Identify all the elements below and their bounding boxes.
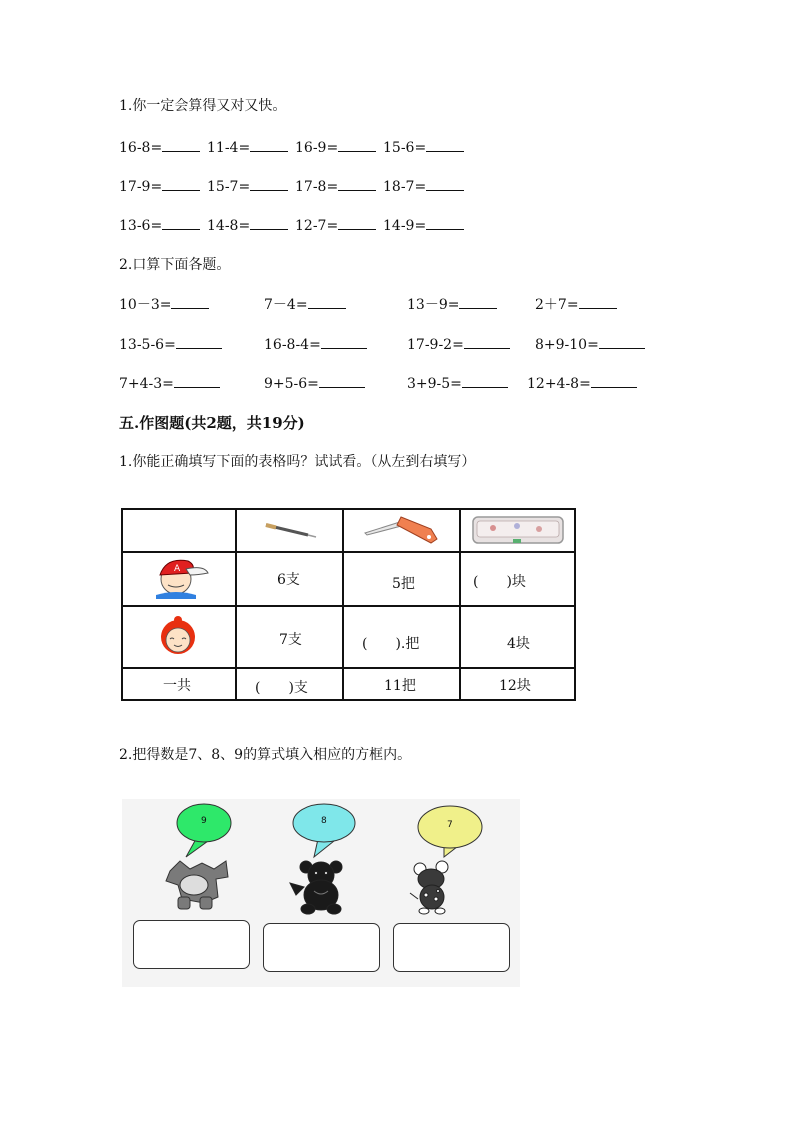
speech-bubble-9 bbox=[177, 804, 231, 857]
q1-item: 14-9= bbox=[383, 216, 464, 235]
q2-item: 16-8-4= bbox=[264, 335, 367, 354]
table-row bbox=[122, 552, 575, 606]
answer-blank[interactable] bbox=[176, 335, 222, 349]
answer-blank[interactable] bbox=[426, 177, 464, 191]
answer-blank[interactable] bbox=[171, 295, 209, 309]
table-cell[interactable]: ( )块 bbox=[460, 552, 575, 606]
table-cell: 7支 bbox=[236, 606, 343, 668]
bubble-number: 7 bbox=[447, 820, 453, 830]
table-cell: 11把 bbox=[343, 668, 460, 700]
girl-face-icon bbox=[154, 611, 204, 659]
answer-box-8[interactable] bbox=[263, 923, 380, 972]
q1-item: 13-6= bbox=[119, 216, 200, 235]
answer-box-7[interactable] bbox=[393, 923, 510, 972]
table-total-row bbox=[122, 668, 575, 700]
q1-item: 14-8= bbox=[207, 216, 288, 235]
q1-item: 16-8= bbox=[119, 138, 200, 157]
q2-title: 2.口算下面各题。 bbox=[119, 257, 231, 273]
q1-item: 15-6= bbox=[383, 138, 464, 157]
boy-with-cap-icon bbox=[146, 555, 212, 599]
answer-blank[interactable] bbox=[459, 295, 497, 309]
speech-bubble-7 bbox=[418, 806, 482, 857]
q2-item: 7+4-3= bbox=[119, 374, 220, 393]
answer-blank[interactable] bbox=[591, 374, 637, 388]
bubble-question-title: 2.把得数是7、8、9的算式填入相应的方框内。 bbox=[119, 747, 412, 763]
answer-blank[interactable] bbox=[462, 374, 508, 388]
boy-cap-cell bbox=[122, 552, 236, 606]
table-cell[interactable]: ( )支 bbox=[236, 668, 343, 700]
q2-item: 8+9-10= bbox=[535, 335, 645, 354]
answer-blank[interactable] bbox=[162, 177, 200, 191]
table-cell: 4块 bbox=[460, 606, 575, 668]
answer-blank[interactable] bbox=[250, 138, 288, 152]
q2-item: 9+5-6= bbox=[264, 374, 365, 393]
q1-item: 11-4= bbox=[207, 138, 288, 157]
eraser-box-image-cell bbox=[460, 509, 575, 552]
q1-item: 12-7= bbox=[295, 216, 376, 235]
answer-blank[interactable] bbox=[162, 138, 200, 152]
answer-blank[interactable] bbox=[308, 295, 346, 309]
table-header-row bbox=[122, 509, 575, 552]
table-cell: 12块 bbox=[460, 668, 575, 700]
q2-item: 10－3= bbox=[119, 295, 209, 314]
q2-item: 17-9-2= bbox=[407, 335, 510, 354]
pen-image-cell bbox=[236, 509, 343, 552]
answer-blank[interactable] bbox=[174, 374, 220, 388]
answer-blank[interactable] bbox=[319, 374, 365, 388]
answer-blank[interactable] bbox=[426, 138, 464, 152]
section-heading: 五.作图题(共2题，共19分) bbox=[119, 414, 305, 432]
q2-item: 13－9= bbox=[407, 295, 497, 314]
q2-item: 12+4-8= bbox=[527, 374, 637, 393]
pen-icon bbox=[260, 517, 320, 541]
knife-image-cell bbox=[343, 509, 460, 552]
table-cell[interactable]: ( ).把 bbox=[343, 606, 460, 668]
answer-box-9[interactable] bbox=[133, 920, 250, 969]
q2-item: 7－4= bbox=[264, 295, 346, 314]
answer-blank[interactable] bbox=[338, 177, 376, 191]
answer-blank[interactable] bbox=[250, 216, 288, 230]
answer-blank[interactable] bbox=[464, 335, 510, 349]
q1-item: 16-9= bbox=[295, 138, 376, 157]
answer-blank[interactable] bbox=[599, 335, 645, 349]
spotted-mouse-figure bbox=[410, 861, 448, 914]
empty-corner-cell bbox=[122, 509, 236, 552]
q1-item: 17-8= bbox=[295, 177, 376, 196]
q2-item: 13-5-6= bbox=[119, 335, 222, 354]
table-cell: 6支 bbox=[236, 552, 343, 606]
q1-title: 1.你一定会算得又对又快。 bbox=[119, 98, 287, 114]
answer-blank[interactable] bbox=[338, 138, 376, 152]
q2-item: 2＋7= bbox=[535, 295, 617, 314]
answer-blank[interactable] bbox=[321, 335, 367, 349]
answer-blank[interactable] bbox=[338, 216, 376, 230]
answer-blank[interactable] bbox=[250, 177, 288, 191]
girl-cell bbox=[122, 606, 236, 668]
q2-item: 3+9-5= bbox=[407, 374, 508, 393]
knife-icon bbox=[357, 511, 447, 547]
answer-blank[interactable] bbox=[579, 295, 617, 309]
total-label-cell: 一共 bbox=[122, 668, 236, 700]
svg-text:A: A bbox=[174, 564, 181, 574]
gray-monster-figure bbox=[166, 861, 228, 909]
q1-item: 18-7= bbox=[383, 177, 464, 196]
answer-blank[interactable] bbox=[426, 216, 464, 230]
q1-item: 15-7= bbox=[207, 177, 288, 196]
speech-bubble-8 bbox=[293, 804, 355, 857]
bubble-number: 9 bbox=[201, 816, 207, 826]
fill-table bbox=[121, 508, 576, 701]
table-question-title: 1.你能正确填写下面的表格吗？试试看。（从左到右填写） bbox=[119, 454, 476, 470]
black-bear-figure bbox=[290, 861, 342, 914]
answer-blank[interactable] bbox=[162, 216, 200, 230]
pencil-case-icon bbox=[469, 511, 567, 547]
q1-item: 17-9= bbox=[119, 177, 200, 196]
bubble-number: 8 bbox=[321, 816, 327, 826]
table-cell: 5把 bbox=[343, 552, 460, 606]
animals-scene bbox=[122, 799, 520, 987]
table-row bbox=[122, 606, 575, 668]
